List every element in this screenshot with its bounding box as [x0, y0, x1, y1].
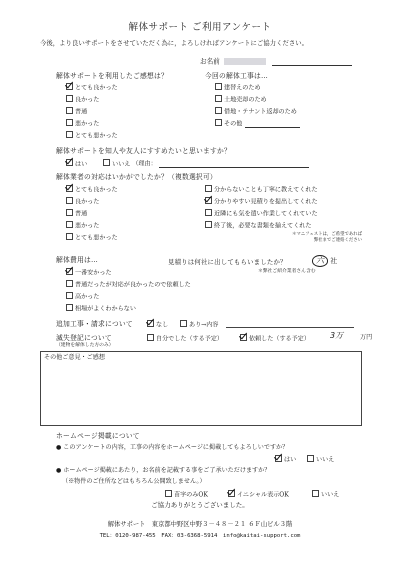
q5-option[interactable]: 一番安かった [66, 268, 112, 277]
comments-box[interactable] [40, 351, 362, 426]
q6-option[interactable]: あり→内容 [180, 320, 218, 329]
estimate-value: 六 [312, 255, 328, 267]
q6-option[interactable]: なし [147, 320, 168, 329]
q4-question: 解体業者の対応はいかがでしたか？（複数選択可） [56, 173, 217, 181]
q3-answers [66, 159, 309, 168]
q4-option[interactable]: 悪かった [66, 221, 99, 230]
checkbox[interactable] [66, 131, 73, 138]
checkbox[interactable] [215, 107, 222, 114]
hp-q2-note: （※物件のご住所などはもちろん公開致しません。） [62, 478, 206, 485]
checkbox[interactable] [205, 209, 212, 216]
q7-option[interactable]: 自分でした（する予定） [147, 334, 223, 343]
q3-question: 解体サポートを知人や友人にすすめたいと思いますか？ [56, 147, 231, 155]
q1-option[interactable]: 良かった [66, 95, 99, 104]
q2-option[interactable]: その他 [215, 119, 300, 128]
estimate-unit: 社 [330, 257, 338, 265]
q2-question: 今回の解体工事は… [205, 72, 268, 80]
q4-option[interactable]: とても良かった [66, 185, 118, 194]
checkbox-checked[interactable] [66, 83, 73, 90]
q7-question: 滅失登記について [56, 334, 112, 342]
q7-amount: 3万 [330, 331, 344, 340]
q3-reason-label: （理由： [132, 160, 157, 168]
q4-option-right[interactable]: 分かりやすい見積りを提出してくれた [205, 197, 318, 206]
q4-option-right[interactable]: 分からないことも丁寧に教えてくれた [205, 185, 318, 194]
checkbox-checked[interactable] [66, 159, 73, 166]
hp-q1: ● このアンケートの内容，工事の内容をホームページに掲載してもよろしいですか？ [56, 444, 289, 451]
checkbox[interactable] [215, 119, 222, 126]
hp-q2-option[interactable]: いいえ [312, 490, 339, 499]
estimate-question: 見積りは何社に出してもらいましたか？ [168, 258, 287, 266]
checkbox[interactable] [307, 455, 314, 462]
q1-option[interactable]: 普通 [66, 107, 87, 116]
checkbox[interactable] [66, 95, 73, 102]
comments-label: その他ご意見・ご感想 [44, 354, 105, 361]
name-underline [272, 65, 352, 66]
checkbox[interactable] [180, 320, 187, 327]
hp-heading: ホームページ掲載について [56, 432, 140, 440]
other-line [245, 127, 300, 128]
q4-option[interactable]: 普通 [66, 209, 87, 218]
checkbox[interactable] [66, 280, 73, 287]
q4-option[interactable]: 良かった [66, 197, 99, 206]
q7-amount-unit: 万円 [360, 334, 373, 341]
checkbox[interactable] [205, 185, 212, 192]
q4-option-right[interactable]: 終了後，必要な書類を揃えてくれた [205, 221, 312, 230]
name-row [200, 58, 352, 66]
q5-option[interactable]: 普通だったが対応が良かったので依頼した [66, 280, 191, 289]
q1-option[interactable]: とても悪かった [66, 131, 118, 140]
q3-no[interactable]: いいえ [103, 161, 130, 168]
checkbox-checked[interactable] [205, 197, 212, 204]
intro-text: 今後，より良いサポートをさせていただく為に，よろしければアンケートにご協力ください。 [40, 39, 309, 47]
checkbox[interactable] [66, 292, 73, 299]
checkbox[interactable] [165, 490, 172, 497]
q1-question: 解体サポートを利用したご感想は？ [56, 72, 168, 80]
q3-yes[interactable]: はい [66, 161, 87, 168]
checkbox-checked[interactable] [275, 455, 282, 462]
thanks-text: ご協力ありがとうございました。 [151, 501, 249, 509]
q4-option-right[interactable]: 近隣にも気を遣い作業してくれていた [205, 209, 318, 218]
redacted-name [224, 58, 266, 65]
q1-option[interactable]: とても良かった [66, 83, 118, 92]
checkbox[interactable] [205, 221, 212, 228]
name-label: お名前 [200, 57, 220, 66]
q7-option[interactable]: 依頼した（する予定） [240, 334, 310, 343]
checkbox[interactable] [103, 159, 110, 166]
checkbox[interactable] [215, 95, 222, 102]
checkbox[interactable] [312, 490, 319, 497]
q2-option[interactable]: 土地売却のため [215, 95, 267, 104]
checkbox-checked[interactable] [66, 185, 73, 192]
checkbox[interactable] [147, 334, 154, 341]
checkbox-checked[interactable] [240, 334, 247, 341]
checkbox[interactable] [66, 107, 73, 114]
page-title: 解体サポート ご利用アンケート [128, 22, 272, 33]
checkbox[interactable] [66, 221, 73, 228]
checkbox-checked[interactable] [147, 320, 154, 327]
checkbox[interactable] [66, 197, 73, 204]
checkbox-checked[interactable] [228, 490, 235, 497]
q6-question: 追加工事・請求について [56, 320, 133, 328]
hp-q2-option[interactable]: イニシャル表示OK [228, 490, 289, 499]
content-line [226, 327, 354, 328]
q5-option[interactable]: 高かった [66, 292, 99, 301]
q1-option[interactable]: 悪かった [66, 119, 99, 128]
manifest-note: ＊マニフェストは，ご希望であれば 弊社までご連絡ください [292, 232, 363, 243]
checkbox[interactable] [66, 304, 73, 311]
hp-q2: ● ホームページ掲載にあたり，お名前を記載する事をご了承いただけますか？ [56, 467, 271, 474]
hp-q1-no[interactable]: いいえ [307, 455, 334, 464]
estimate-note: ＊弊社ご紹介業者さん含む [258, 269, 316, 274]
checkbox[interactable] [66, 119, 73, 126]
checkbox-checked[interactable] [66, 268, 73, 275]
checkbox[interactable] [66, 233, 73, 240]
q5-question: 解体費用は… [56, 256, 98, 264]
company-contacts: TEL：0120-987-455 FAX：03-6368-5914 info@kaitai-support.com [99, 533, 301, 539]
q7-sub: （建物を解体した方のみ） [56, 343, 114, 348]
hp-q1-yes[interactable]: はい [275, 455, 296, 464]
q2-option[interactable]: 建替えのため [215, 83, 261, 92]
q5-option[interactable]: 相場がよくわからない [66, 304, 136, 313]
reason-line [159, 167, 309, 168]
hp-q2-option[interactable]: 苗字のみOK [165, 490, 208, 499]
q4-option[interactable]: とても悪かった [66, 233, 118, 242]
estimate-answer [312, 255, 337, 267]
checkbox[interactable] [66, 209, 73, 216]
q2-option[interactable]: 借地・テナント返却のため [215, 107, 297, 116]
company-address: 解体サポート 東京都中野区中野３－４８－２１ ６Ｆ山ビル３階 [107, 521, 293, 528]
checkbox[interactable] [215, 83, 222, 90]
